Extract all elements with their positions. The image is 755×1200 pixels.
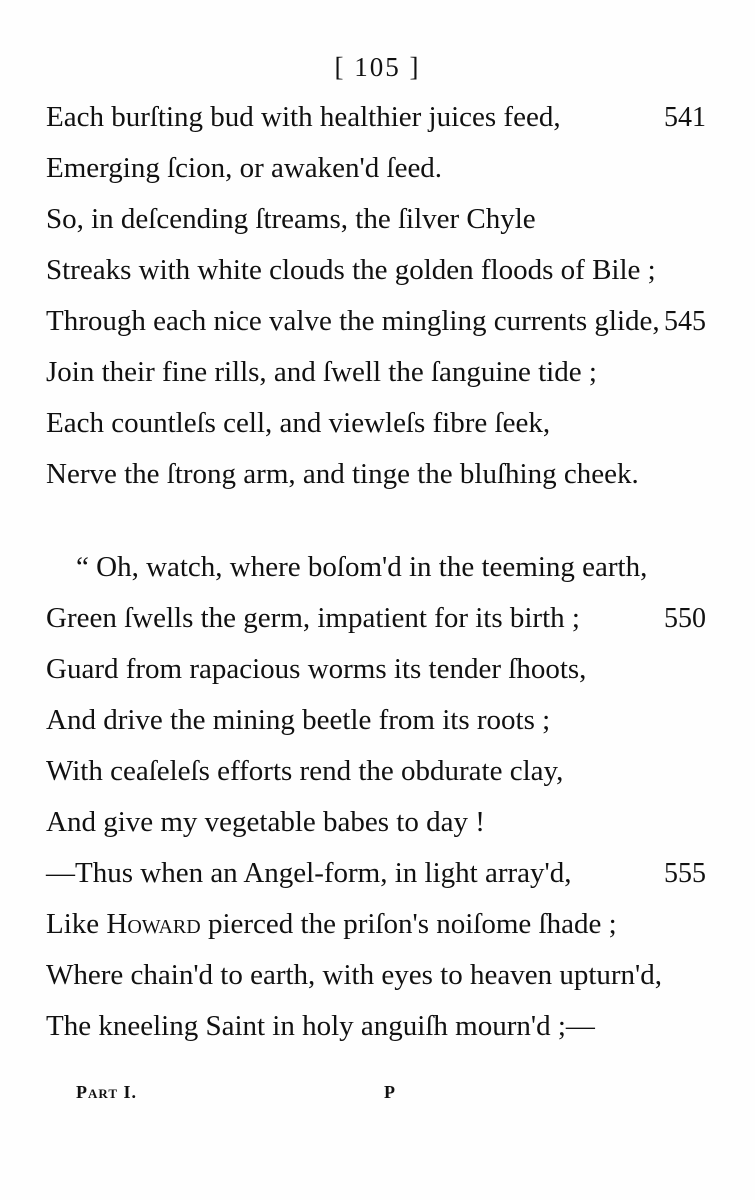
line-number: 550 bbox=[664, 603, 706, 634]
verse-text: Emerging ſcion, or awaken'd ſeed. bbox=[46, 152, 443, 184]
proper-name: Howard bbox=[106, 908, 201, 940]
verse-line bbox=[46, 593, 706, 644]
verse-line bbox=[46, 644, 706, 695]
verse-text bbox=[46, 899, 617, 950]
line-number: 555 bbox=[664, 858, 706, 889]
verse-text-after: pierced the priſon's noiſome ſhade ; bbox=[200, 908, 617, 940]
verse-line bbox=[46, 848, 706, 899]
verse-text: Through each nice valve the mingling currents glide, bbox=[46, 305, 660, 337]
verse-line bbox=[46, 449, 706, 500]
stanza-two bbox=[46, 542, 706, 1052]
verse-text: And drive the mining beetle from its roots ; bbox=[46, 704, 551, 736]
verse-line bbox=[46, 746, 706, 797]
verse-text: Each burſting bud with healthier juices feed, bbox=[46, 101, 561, 133]
verse-text: The kneeling Saint in holy anguiſh mourn'd ;— bbox=[46, 1010, 595, 1042]
verse-text: Green ſwells the germ, impatient for its birth ; bbox=[46, 602, 580, 634]
verse-line bbox=[46, 695, 706, 746]
verse-text: Each countleſs cell, and viewleſs fibre ſeek, bbox=[46, 407, 551, 439]
stanza-one bbox=[46, 92, 706, 500]
signature-mark: P bbox=[384, 1082, 395, 1102]
verse-text: “ Oh, watch, where boſom'd in the teeming earth, bbox=[76, 551, 648, 583]
verse-text: And give my vegetable babes to day ! bbox=[46, 806, 485, 838]
verse-line bbox=[46, 797, 706, 848]
verse-text: So, in deſcending ſtreams, the ſilver Chyle bbox=[46, 203, 536, 235]
verse-line bbox=[46, 950, 706, 1001]
verse-line bbox=[46, 899, 706, 950]
verse-line bbox=[46, 143, 706, 194]
verse-text: —Thus when an Angel-form, in light array'd, bbox=[46, 857, 572, 889]
page-number: [ 105 ] bbox=[334, 52, 421, 82]
verse-line bbox=[46, 296, 706, 347]
line-number: 541 bbox=[664, 102, 706, 133]
verse-text: Join their fine rills, and ſwell the ſanguine tide ; bbox=[46, 356, 597, 388]
part-label: Part I. bbox=[76, 1082, 137, 1102]
verse-line bbox=[46, 245, 706, 296]
verse-text: Guard from rapacious worms its tender ſhoots, bbox=[46, 653, 587, 685]
verse-line bbox=[46, 194, 706, 245]
verse-text: Where chain'd to earth, with eyes to heaven upturn'd, bbox=[46, 959, 663, 991]
line-number: 545 bbox=[664, 306, 706, 337]
verse-line bbox=[46, 347, 706, 398]
verse-text: Nerve the ſtrong arm, and tinge the bluſhing cheek. bbox=[46, 458, 639, 490]
verse-line bbox=[46, 1001, 706, 1052]
verse-line bbox=[46, 398, 706, 449]
verse-line bbox=[46, 542, 706, 593]
verse-text: Streaks with white clouds the golden floods of Bile ; bbox=[46, 254, 656, 286]
verse-text: With ceaſeleſs efforts rend the obdurate clay, bbox=[46, 755, 564, 787]
verse-text-before: Like bbox=[46, 908, 107, 940]
verse-line bbox=[46, 92, 706, 143]
